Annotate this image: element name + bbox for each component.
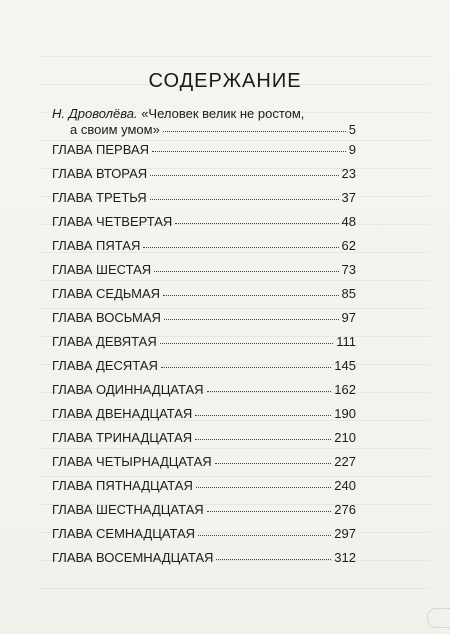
page-corner-mark xyxy=(427,608,450,628)
dot-leader xyxy=(150,199,339,200)
toc-entry-label: ГЛАВА ТРИНАДЦАТАЯ xyxy=(52,430,193,445)
toc-entry[interactable] xyxy=(52,286,356,310)
toc-entry[interactable] xyxy=(52,166,356,190)
toc-intro-title-line2: а своим умом» xyxy=(70,122,160,137)
toc-entry[interactable] xyxy=(52,406,356,430)
dot-leader xyxy=(163,131,346,132)
toc-entry-page: 162 xyxy=(334,382,356,397)
dot-leader xyxy=(160,343,334,344)
toc-entry-page: 48 xyxy=(341,214,356,229)
toc-entry-page: 85 xyxy=(341,286,356,301)
toc-entry-page: 111 xyxy=(336,334,356,349)
toc-entry-label: ГЛАВА ВОСЕМНАДЦАТАЯ xyxy=(52,550,214,565)
toc-entry[interactable] xyxy=(52,478,356,502)
toc-entry[interactable] xyxy=(52,430,356,454)
toc-entry-page: 23 xyxy=(341,166,356,181)
toc-entry-page: 73 xyxy=(341,262,356,277)
toc-entry-label: ГЛАВА СЕДЬМАЯ xyxy=(52,286,161,301)
toc-entry-intro[interactable] xyxy=(52,106,356,142)
toc-entry[interactable] xyxy=(52,550,356,574)
toc-entry-label: ГЛАВА ПЯТНАДЦАТАЯ xyxy=(52,478,193,493)
page-title: СОДЕРЖАНИЕ xyxy=(148,70,302,92)
dot-leader xyxy=(196,487,331,488)
toc-entry[interactable] xyxy=(52,214,356,238)
toc-entry[interactable] xyxy=(52,526,356,550)
dot-leader xyxy=(175,223,338,224)
toc-entry-label: ГЛАВА ШЕСТАЯ xyxy=(52,262,152,277)
dot-leader xyxy=(154,271,338,272)
toc-entry-page: 227 xyxy=(334,454,356,469)
toc-entry-page: 190 xyxy=(334,406,356,421)
toc-entry-label: ГЛАВА СЕМНАДЦАТАЯ xyxy=(52,526,196,541)
toc-entry[interactable] xyxy=(52,334,356,358)
toc-entry-page: 37 xyxy=(341,190,356,205)
toc-entry-label: ГЛАВА ДЕСЯТАЯ xyxy=(52,358,158,373)
dot-leader xyxy=(143,247,338,248)
toc-entry[interactable] xyxy=(52,358,356,382)
toc-entry[interactable] xyxy=(52,454,356,478)
dot-leader xyxy=(195,415,331,416)
dot-leader xyxy=(152,151,346,152)
toc-entry-label: ГЛАВА ПЯТАЯ xyxy=(52,238,141,253)
dot-leader xyxy=(195,439,331,440)
toc-entry-page: 240 xyxy=(334,478,356,493)
toc-entry-label: ГЛАВА ТРЕТЬЯ xyxy=(52,190,147,205)
dot-leader xyxy=(216,559,331,560)
dot-leader xyxy=(150,175,338,176)
table-of-contents xyxy=(52,106,356,574)
toc-entry-page: 312 xyxy=(334,550,356,565)
toc-entry-label: ГЛАВА ЧЕТЫРНАДЦАТАЯ xyxy=(52,454,212,469)
toc-intro-page: 5 xyxy=(348,122,356,137)
dot-leader xyxy=(161,367,331,368)
toc-entry-page: 210 xyxy=(334,430,356,445)
toc-entry-label: ГЛАВА ДЕВЯТАЯ xyxy=(52,334,157,349)
toc-entry-page: 62 xyxy=(341,238,356,253)
toc-entry-page: 9 xyxy=(348,142,356,157)
toc-entry-label: ГЛАВА ЧЕТВЕРТАЯ xyxy=(52,214,173,229)
toc-entry[interactable] xyxy=(52,190,356,214)
toc-entry-label: ГЛАВА ОДИННАДЦАТАЯ xyxy=(52,382,204,397)
dot-leader xyxy=(207,511,332,512)
toc-entry[interactable] xyxy=(52,238,356,262)
toc-intro-author: Н. Дроволёва. xyxy=(52,106,138,121)
dot-leader xyxy=(163,295,339,296)
toc-entry[interactable] xyxy=(52,142,356,166)
toc-entry-page: 276 xyxy=(334,502,356,517)
toc-intro-title-line1: «Человек велик не ростом, xyxy=(141,106,305,121)
toc-entry[interactable] xyxy=(52,382,356,406)
dot-leader xyxy=(215,463,332,464)
toc-entry-page: 145 xyxy=(334,358,356,373)
toc-entry-page: 297 xyxy=(334,526,356,541)
toc-entry[interactable] xyxy=(52,310,356,334)
dot-leader xyxy=(164,319,339,320)
toc-entry-label: ГЛАВА ДВЕНАДЦАТАЯ xyxy=(52,406,193,421)
toc-entry-label: ГЛАВА ШЕСТНАДЦАТАЯ xyxy=(52,502,204,517)
dot-leader xyxy=(207,391,332,392)
toc-entry[interactable] xyxy=(52,262,356,286)
toc-entry[interactable] xyxy=(52,502,356,526)
toc-entry-label: ГЛАВА ВТОРАЯ xyxy=(52,166,148,181)
toc-entry-label: ГЛАВА ВОСЬМАЯ xyxy=(52,310,161,325)
toc-entry-page: 97 xyxy=(341,310,356,325)
toc-entry-label: ГЛАВА ПЕРВАЯ xyxy=(52,142,150,157)
dot-leader xyxy=(198,535,331,536)
